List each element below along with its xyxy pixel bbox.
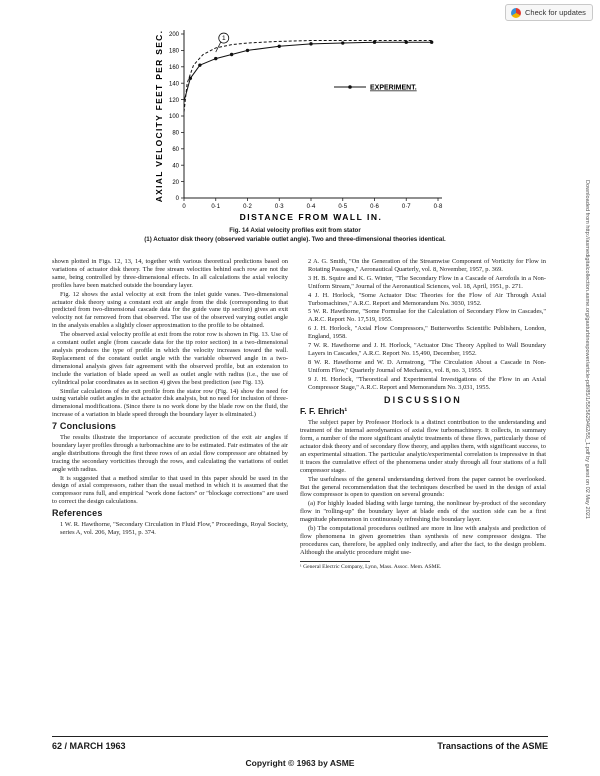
caption-line-1: Fig. 14 Axial velocity profiles exit from stator xyxy=(229,227,361,234)
y-tick-label: 120 xyxy=(168,97,179,104)
reference-item: 9 J. H. Horlock, "Theoretical and Experimental Investigations of the Flow in an Axial Compressor Stage," A.R.C. Report and Memorandum No. 3,031, 1955. xyxy=(308,375,546,391)
body-paragraph: The observed axial velocity profile at exit from the rotor row is shown in Fig. 13. Use of a constant outlet angle (from cascade data for the tip rotor section) in a two-dimensional analysis produces the type of profile in which the velocity increases toward the wall. Replacement of the constant outlet angle with the variable observed angle in a two-dimensional analysis gives fair agreement with the observed profile, but an extension to include the variation of blade speed as well as outlet angle with radius (i.e., the use of cylindrical polar coordinates as in section 4) gives the best prediction (see Fig. 13). xyxy=(52,331,288,386)
footer-rule xyxy=(52,736,548,737)
experiment-data-point xyxy=(309,42,312,45)
reference-item: 4 J. H. Horlock, "Some Actuator Disc Theories for the Flow of Air Through Axial Turbomachines," A.R.C. Report and Memorandum No. 3030, 1952. xyxy=(308,291,546,307)
body-paragraph: Similar calculations of the exit profile from the stator row (Fig. 14) show the need for using variable outlet angles in the actuator disk analysis, but no need for inclusion of three-dimensional modifications. (Since there is no work done by the blade row on the fluid, the increase of a variation in blade speed through the boundary layer is eliminated.) xyxy=(52,387,288,419)
annotation-label: 1 xyxy=(221,35,226,43)
experiment-data-point xyxy=(214,57,217,60)
reference-item: 5 W. R. Hawthorne, "Some Formulae for the Calculation of Secondary Flow in Cascades," A.R.C. Report No. 17,519, 1955. xyxy=(308,308,546,324)
left-column xyxy=(52,258,288,538)
experiment-curve-line xyxy=(184,42,432,101)
legend-marker xyxy=(348,85,352,89)
y-axis-label: AXIAL VELOCITY FEET PER SEC. xyxy=(154,29,164,203)
y-tick-label: 200 xyxy=(168,32,179,39)
legend-label: EXPERIMENT. xyxy=(370,84,417,92)
y-tick-label: 0 xyxy=(175,196,179,203)
discussion-heading: DISCUSSION xyxy=(383,394,462,405)
y-tick-label: 20 xyxy=(172,179,179,186)
body-paragraph: The usefulness of the general understanding derived from the paper cannot be overlooked. But the general recommendation that the techniques described be used in the design of axial flow compressor is open to question on several grounds: xyxy=(300,475,546,499)
figure-14 xyxy=(138,26,458,241)
body-paragraph: shown plotted in Figs. 12, 13, 14, together with various theoretical predictions based on variations of actuator disk theory. The free stream velocities behind each row are not the same, being controlled by three-dimensional effects. In all calculations the axial velocity profiles have been matched outside the boundary layer. xyxy=(52,258,288,289)
download-side-note: Downloaded from http://asmedigitalcollection.asme.org/gasturbinespower/article-pdf/85/1/55/5629462/55_1.pdf by guest on 02 May 2021 xyxy=(584,180,590,519)
experiment-data-point xyxy=(278,45,281,48)
experiment-data-point xyxy=(198,63,201,66)
check-for-updates-button[interactable] xyxy=(505,4,593,21)
reference-item: 3 H. B. Squire and K. G. Winter, "The Secondary Flow in a Cascade of Aerofoils in a Non-Uniform Stream," Journal of the Aeronautical Sciences, vol. 18, April, 1951, p. 271. xyxy=(308,274,546,290)
page-number-date: 62 / MARCH 1963 xyxy=(52,741,126,751)
x-tick-label: 0·3 xyxy=(274,204,284,210)
x-tick-label: 0 xyxy=(182,204,186,210)
axial-velocity-chart xyxy=(138,26,458,226)
body-paragraph: Fig. 12 shows the axial velocity at exit from the inlet guide vanes. Two-dimensional actuator disk theory using a constant exit air angle from the disk (corresponding to that predicted from two-dimensional cascade data for the guide vane tip section) gives an exit velocity not far removed from that observed. The use of the observed varying outlet angle in the analysis enables a slightly closer approximation to the profile to be obtained. xyxy=(52,290,288,330)
footnote-rule xyxy=(300,561,370,562)
x-tick-label: 0·4 xyxy=(306,204,316,210)
body-paragraph: (a) For highly loaded blading with large turning, the nonlinear by-product of the secondary flow in "rolling-up" the boundary layer at blade ends of the suction side can be a first magnitude phenomenon in continuously refreshing the boundary layer. xyxy=(300,500,546,524)
reference-item: 2 A. G. Smith, "On the Generation of the Streamwise Component of Vorticity for Flow in Rotating Passages," Aeronautical Quarterly, vol. 8, November, 1957, p. 369. xyxy=(308,258,546,273)
y-tick-label: 100 xyxy=(168,114,179,121)
body-paragraph: The results illustrate the importance of accurate prediction of the exit air angles if boundary layer profiles through a turbomachine are to be estimated. Fair estimates of the air angle distributions through the first three rows of an axial flow compressor are obtained by tracing the secondary vorticities through the rows, and calculating the variations of outlet angle with radius. xyxy=(52,434,288,473)
reference-item: 7 W. R. Hawthorne and J. H. Horlock, "Actuator Disc Theory Applied to Wall Boundary Layers in Cascades," A.R.C. Report No. 15,490, December, 1952. xyxy=(308,342,546,357)
y-tick-label: 80 xyxy=(172,130,179,137)
y-tick-label: 140 xyxy=(168,81,179,88)
theory-curve-line xyxy=(184,41,432,112)
y-tick-label: 160 xyxy=(168,65,179,71)
x-tick-label: 0·2 xyxy=(243,204,252,210)
references-heading: References xyxy=(52,508,103,519)
y-tick-label: 60 xyxy=(172,147,179,153)
x-tick-label: 0·1 xyxy=(211,204,221,210)
caption-line-2: (1) Actuator disk theory (observed variable outlet angle). Two and three-dimensional theories identical. xyxy=(144,235,446,243)
experiment-data-point xyxy=(246,49,249,52)
figure-caption xyxy=(80,227,510,244)
reference-item: 6 J. H. Horlock, "Axial Flow Compressors," Butterworths Scientific Publishers, London, England, 1958. xyxy=(308,325,546,341)
check-for-updates-label: Check for updates xyxy=(525,8,586,17)
x-axis-label: DISTANCE FROM WALL IN. xyxy=(239,212,383,222)
x-tick-label: 0·6 xyxy=(370,204,379,210)
reference-item: 8 W. R. Hawthorne and W. D. Armstrong, "The Circulation About a Cascade in Non-Uniform Flow," Quarterly Journal of Mechanics, vol. 8, no. 3, 1955. xyxy=(308,358,546,374)
body-paragraph: It is suggested that a method similar to that used in this paper should be used in the design of axial compressors, rather than the usual method in which it is assumed that the compressor runs full, and empirical "work done factors" or "blockage corrections" are used to correct the design calculations. xyxy=(52,474,288,506)
conclusions-heading: 7 Conclusions xyxy=(52,421,117,432)
journal-name: Transactions of the ASME xyxy=(437,741,548,751)
x-tick-label: 0·5 xyxy=(338,204,348,210)
experiment-data-point xyxy=(230,53,233,56)
copyright-notice: Copyright © 1963 by ASME xyxy=(245,758,355,768)
crossmark-icon xyxy=(511,8,521,18)
reference-item: 1 W. R. Hawthorne, "Secondary Circulation in Fluid Flow," Proceedings, Royal Society, series A, vol. 206, May, 1951, p. 374. xyxy=(60,521,288,536)
body-paragraph: (b) The computational procedures outlined are more in line with analysis and prediction of flow phenomena in given geometries than synthesis of new compressor designs. The procedures can, therefore, be applied only indirectly, and after the fact, to the design problem. Although the analytic procedure might use- xyxy=(300,525,546,556)
experiment-data-point xyxy=(341,41,344,44)
y-tick-label: 180 xyxy=(168,48,179,55)
y-tick-label: 40 xyxy=(172,163,179,170)
x-tick-label: 0·8 xyxy=(433,204,443,210)
footnote: ¹ General Electric Company, Lynn, Mass. Assoc. Mem. ASME. xyxy=(300,563,442,570)
discussion-author: F. F. Ehrich¹ xyxy=(300,406,348,417)
x-tick-label: 0·7 xyxy=(401,204,411,210)
body-paragraph: The subject paper by Professor Horlock is a distinct contribution to the understanding and treatment of the internal aerodynamics of axial flow turbomachinery. It collects, in summary form, a number of the more significant analytic treatments of these flows, particularly those of actuator disk theory and of secondary flow theory, and applies them, with significant success, to an experimental situation. The particular analytic/experimental correlation is impressive in that it traces the cumulative effect of the phenomena under study through all four stations of a full compressor stage. xyxy=(300,419,546,474)
right-column xyxy=(300,258,546,571)
